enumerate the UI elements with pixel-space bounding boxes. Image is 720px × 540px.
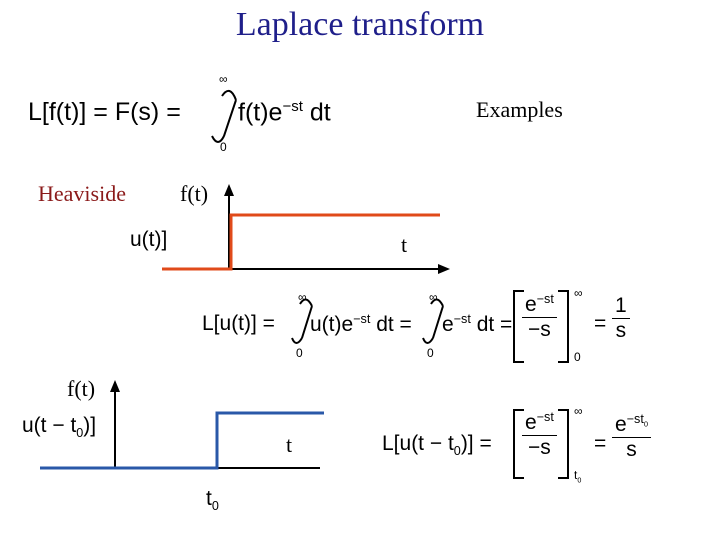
transform1-int2-exp: −st	[453, 312, 471, 326]
bracket-right-1	[558, 291, 568, 362]
integral-sign-1b	[423, 299, 443, 343]
transform2-frac-num: e	[525, 411, 537, 434]
transform1-eval-upper: ∞	[574, 286, 583, 300]
transform2-frac-num-exp: −st	[536, 410, 554, 424]
transform1-result	[612, 294, 630, 343]
transform1-int1-lower: 0	[296, 346, 303, 360]
transform2-lhs-sub: 0	[453, 444, 461, 459]
graph1-y-arrow	[224, 184, 234, 196]
transform2-eval-lower-text: t	[574, 468, 578, 482]
transform1-int1-dt: dt =	[376, 313, 412, 336]
transform2-eval-lower-sub: 0	[577, 475, 582, 485]
transform2-result-exp-sub: 0	[643, 419, 649, 429]
bracket-right-2	[558, 410, 568, 478]
transform2-bracket-fraction	[522, 410, 557, 460]
graph2-function-sub: 0	[76, 426, 84, 441]
transform2-lhs-text: L[u(t − t	[382, 432, 454, 455]
graph2-function-text: u(t − t	[22, 414, 77, 437]
heaviside-label: Heaviside	[38, 181, 126, 206]
transform1-frac-num: e	[525, 293, 537, 316]
transform1-eval-lower: 0	[574, 350, 581, 364]
transform1-bracket-fraction	[522, 292, 557, 342]
transform2-equals: =	[594, 432, 607, 455]
integral-sign-def	[212, 91, 236, 142]
transform2-result-den: s	[626, 438, 637, 462]
transform1-int2-lower: 0	[427, 346, 434, 360]
graph1-function-label: u(t)]	[130, 228, 168, 251]
definition-lower-limit: 0	[220, 140, 227, 154]
definition-lhs: L[f(t)] = F(s) =	[28, 98, 181, 126]
graph1-y-label: f(t)	[180, 181, 209, 206]
transform1-int2-dt: dt =	[476, 313, 513, 336]
transform1-int2	[442, 312, 512, 337]
transform2-result-num: e	[615, 413, 627, 436]
transform1-int2-body: e	[442, 313, 454, 336]
transform2-lhs-close: )] =	[460, 432, 492, 455]
transform2-frac-den: −s	[528, 436, 551, 460]
graph2-function-close: )]	[83, 414, 97, 437]
definition-dt: dt	[309, 98, 331, 127]
graph2-y-label: f(t)	[67, 376, 96, 401]
heaviside-step-line	[162, 215, 440, 269]
graph2-y-arrow	[110, 380, 120, 392]
graph2-t0-sub: 0	[211, 499, 219, 514]
transform1-int2-upper: ∞	[429, 290, 438, 304]
transform1-int1	[310, 312, 412, 337]
transform1-int1-body: u(t)e	[310, 313, 354, 336]
transform1-frac-den: −s	[528, 318, 551, 342]
graph2-x-label: t	[286, 432, 293, 457]
transform1-int1-exp: −st	[353, 312, 371, 326]
transform2-eval-lower	[574, 468, 581, 484]
transform2-eval-upper: ∞	[574, 404, 583, 418]
definition-exponent: −st	[282, 98, 303, 115]
graph2-t0-label	[206, 487, 219, 513]
transform1-int1-upper: ∞	[298, 290, 307, 304]
integral-sign-1a	[292, 299, 312, 343]
graph2-t0-text: t	[206, 487, 212, 510]
graph1-x-arrow	[438, 264, 450, 274]
definition-integrand	[238, 98, 331, 127]
transform1-result-den: s	[615, 319, 627, 343]
transform2-result-exp: −st	[626, 412, 644, 426]
graph1-x-label: t	[401, 232, 408, 257]
definition-integrand-body: f(t)e	[238, 98, 283, 127]
graph2-function-label	[22, 414, 96, 440]
transform1-equals: =	[594, 312, 607, 335]
definition-upper-limit: ∞	[219, 72, 228, 86]
examples-label: Examples	[476, 97, 563, 122]
transform1-frac-num-exp: −st	[536, 292, 554, 306]
transform1-result-num: 1	[612, 294, 630, 319]
page-title: Laplace transform	[235, 6, 485, 43]
transform2-lhs	[382, 432, 492, 458]
transform2-result	[612, 412, 651, 462]
transform1-lhs: L[u(t)] =	[202, 312, 275, 335]
